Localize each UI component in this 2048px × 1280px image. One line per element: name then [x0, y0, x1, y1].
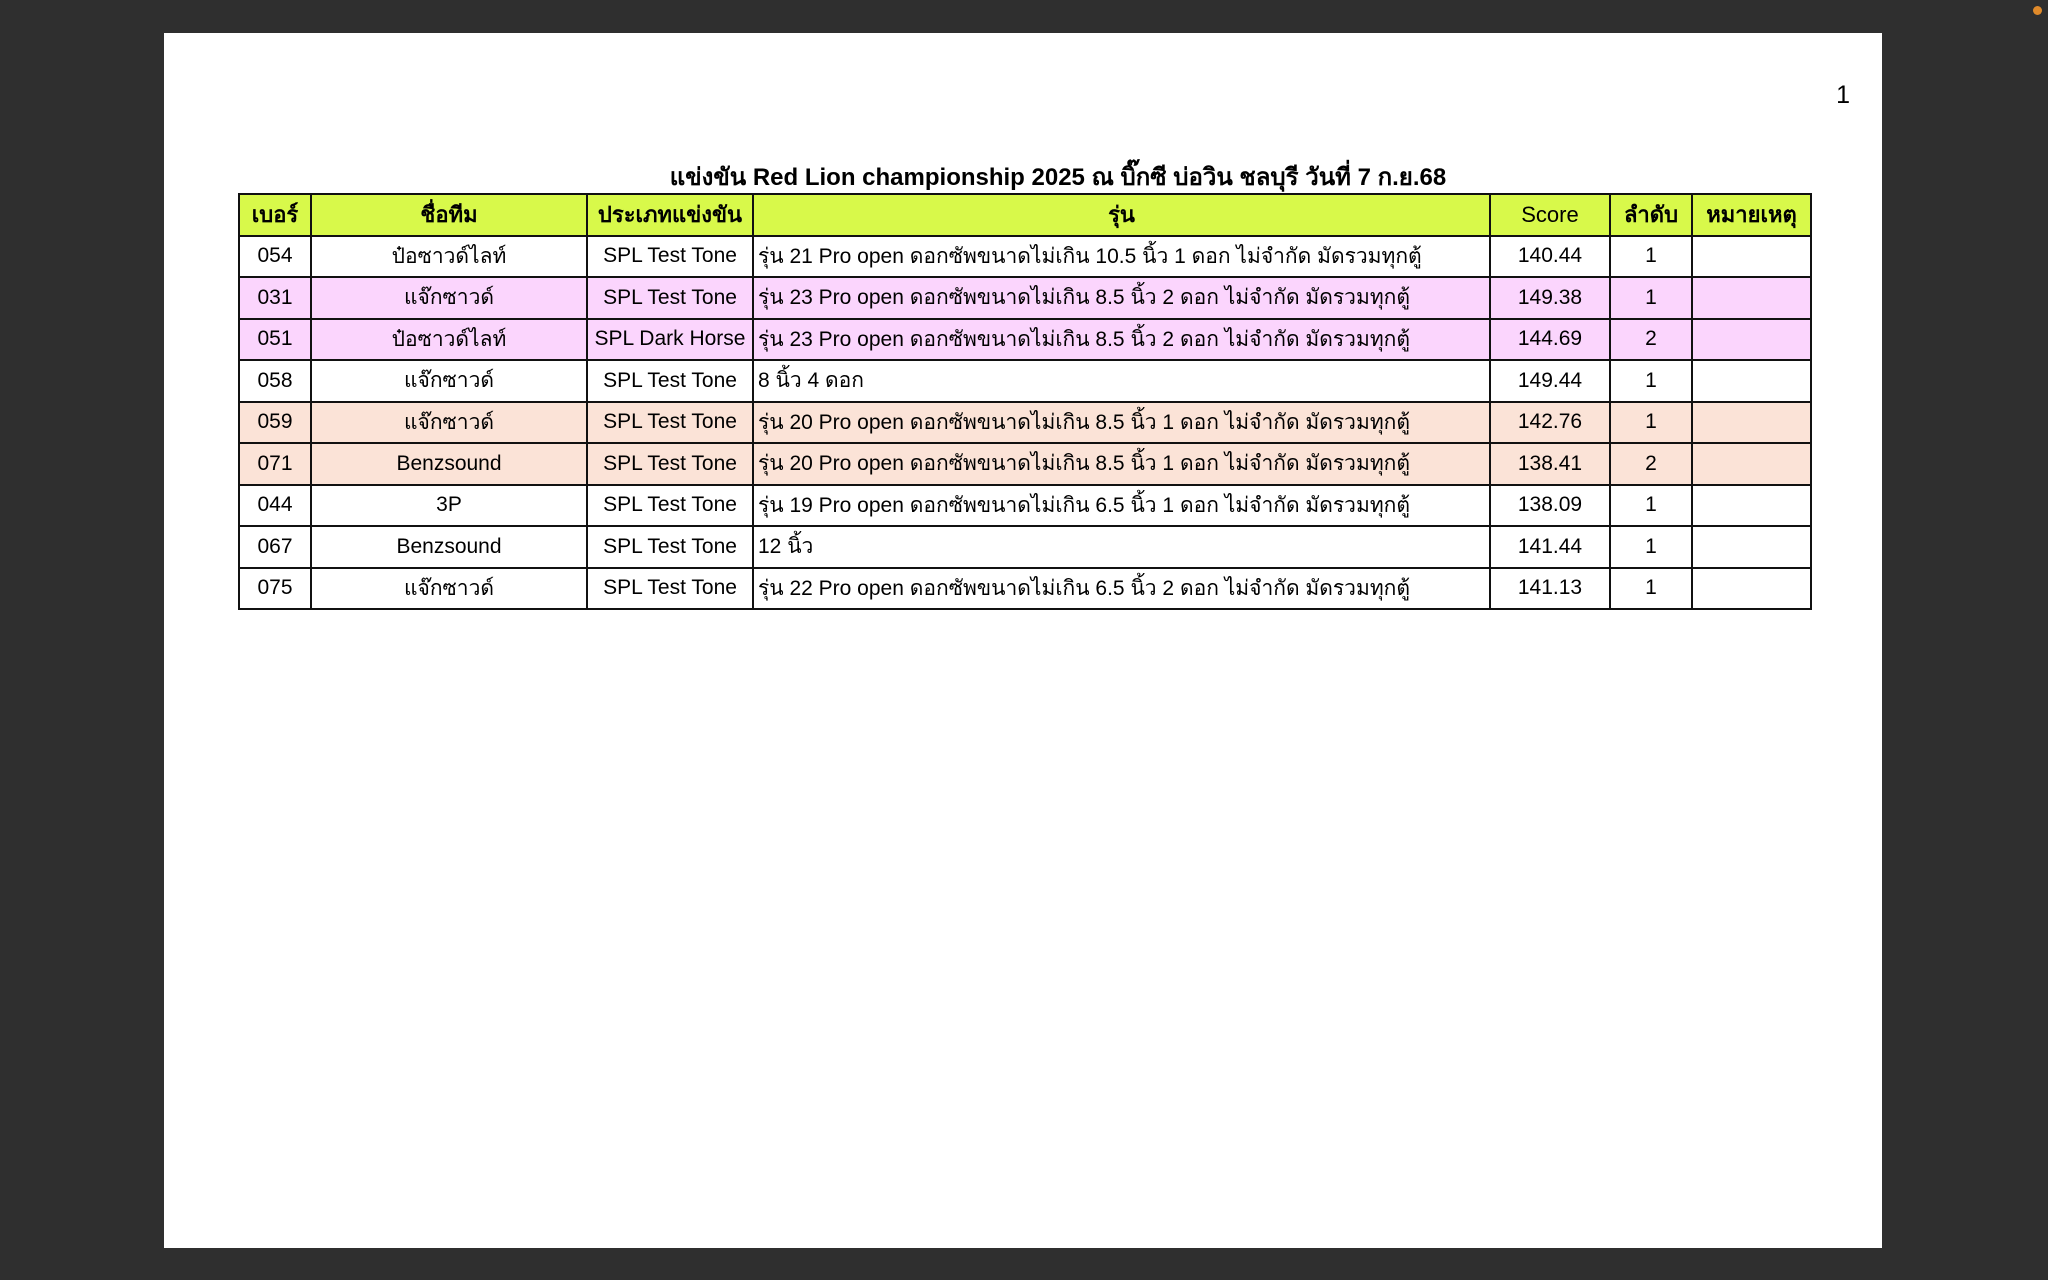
- cell-team: แจ๊กซาวด์: [311, 360, 587, 402]
- cell-score: 141.44: [1490, 526, 1610, 568]
- cell-score: 142.76: [1490, 402, 1610, 444]
- cell-team: ป๋อซาวด์ไลท์: [311, 319, 587, 361]
- cell-remark: [1692, 319, 1811, 361]
- cell-remark: [1692, 485, 1811, 527]
- table-row: [239, 568, 1811, 610]
- cell-number: 058: [239, 360, 311, 402]
- cell-score: 149.44: [1490, 360, 1610, 402]
- cell-type: SPL Dark Horse: [587, 319, 753, 361]
- header-number: เบอร์: [239, 194, 311, 236]
- cell-team: Benzsound: [311, 526, 587, 568]
- cell-number: 059: [239, 402, 311, 444]
- cell-remark: [1692, 402, 1811, 444]
- cell-number: 054: [239, 236, 311, 278]
- cell-class: รุ่น 23 Pro open ดอกซัพขนาดไม่เกิน 8.5 นิ้ว 2 ดอก ไม่จำกัด มัดรวมทุกตู้: [753, 277, 1490, 319]
- cell-class: รุ่น 20 Pro open ดอกซัพขนาดไม่เกิน 8.5 นิ้ว 1 ดอก ไม่จำกัด มัดรวมทุกตู้: [753, 443, 1490, 485]
- cell-type: SPL Test Tone: [587, 485, 753, 527]
- cell-type: SPL Test Tone: [587, 402, 753, 444]
- cell-team: Benzsound: [311, 443, 587, 485]
- header-team: ชื่อทีม: [311, 194, 587, 236]
- cell-rank: 1: [1610, 526, 1692, 568]
- cell-number: 044: [239, 485, 311, 527]
- cell-team: แจ๊กซาวด์: [311, 277, 587, 319]
- page-number: 1: [1836, 81, 1850, 109]
- cell-number: 031: [239, 277, 311, 319]
- cell-type: SPL Test Tone: [587, 277, 753, 319]
- cell-score: 138.41: [1490, 443, 1610, 485]
- cell-team: แจ๊กซาวด์: [311, 568, 587, 610]
- cell-type: SPL Test Tone: [587, 360, 753, 402]
- cell-rank: 1: [1610, 236, 1692, 278]
- cell-score: 141.13: [1490, 568, 1610, 610]
- cell-remark: [1692, 360, 1811, 402]
- cell-remark: [1692, 568, 1811, 610]
- cell-team: ป๋อซาวด์ไลท์: [311, 236, 587, 278]
- cell-score: 144.69: [1490, 319, 1610, 361]
- cell-type: SPL Test Tone: [587, 568, 753, 610]
- cell-class: รุ่น 20 Pro open ดอกซัพขนาดไม่เกิน 8.5 นิ้ว 1 ดอก ไม่จำกัด มัดรวมทุกตู้: [753, 402, 1490, 444]
- cell-class: รุ่น 19 Pro open ดอกซัพขนาดไม่เกิน 6.5 นิ้ว 1 ดอก ไม่จำกัด มัดรวมทุกตู้: [753, 485, 1490, 527]
- cell-type: SPL Test Tone: [587, 526, 753, 568]
- cell-number: 051: [239, 319, 311, 361]
- cell-class: รุ่น 23 Pro open ดอกซัพขนาดไม่เกิน 8.5 นิ้ว 2 ดอก ไม่จำกัด มัดรวมทุกตู้: [753, 319, 1490, 361]
- table-row: [239, 443, 1811, 485]
- cell-remark: [1692, 443, 1811, 485]
- table-row: [239, 402, 1811, 444]
- cell-rank: 2: [1610, 443, 1692, 485]
- cell-class: 8 นิ้ว 4 ดอก: [753, 360, 1490, 402]
- header-rank: ลำดับ: [1610, 194, 1692, 236]
- cell-class: รุ่น 22 Pro open ดอกซัพขนาดไม่เกิน 6.5 นิ้ว 2 ดอก ไม่จำกัด มัดรวมทุกตู้: [753, 568, 1490, 610]
- table-row: [239, 526, 1811, 568]
- table-row: [239, 277, 1811, 319]
- cell-rank: 1: [1610, 568, 1692, 610]
- cell-number: 067: [239, 526, 311, 568]
- header-remark: หมายเหตุ: [1692, 194, 1811, 236]
- cell-type: SPL Test Tone: [587, 443, 753, 485]
- cell-class: รุ่น 21 Pro open ดอกซัพขนาดไม่เกิน 10.5 นิ้ว 1 ดอก ไม่จำกัด มัดรวมทุกตู้: [753, 236, 1490, 278]
- cell-score: 149.38: [1490, 277, 1610, 319]
- table-row: [239, 319, 1811, 361]
- cell-rank: 1: [1610, 277, 1692, 319]
- header-score: Score: [1490, 194, 1610, 236]
- cell-score: 140.44: [1490, 236, 1610, 278]
- cell-number: 071: [239, 443, 311, 485]
- cell-rank: 1: [1610, 402, 1692, 444]
- cell-team: แจ๊กซาวด์: [311, 402, 587, 444]
- cell-rank: 1: [1610, 360, 1692, 402]
- results-table: [238, 193, 1812, 610]
- cell-rank: 2: [1610, 319, 1692, 361]
- cell-number: 075: [239, 568, 311, 610]
- header-class: รุ่น: [753, 194, 1490, 236]
- table-row: [239, 485, 1811, 527]
- cell-class: 12 นิ้ว: [753, 526, 1490, 568]
- table-row: [239, 236, 1811, 278]
- cell-remark: [1692, 277, 1811, 319]
- page-title: แข่งขัน Red Lion championship 2025 ณ บิ๊กซี บ่อวิน ชลบุรี วันที่ 7 ก.ย.68: [669, 164, 1447, 191]
- table-header-row: [239, 194, 1811, 236]
- cell-rank: 1: [1610, 485, 1692, 527]
- cell-remark: [1692, 236, 1811, 278]
- cell-remark: [1692, 526, 1811, 568]
- cell-type: SPL Test Tone: [587, 236, 753, 278]
- header-type: ประเภทแข่งขัน: [587, 194, 753, 236]
- table-row: [239, 360, 1811, 402]
- status-indicator-dot: [2033, 6, 2042, 15]
- cell-team: 3P: [311, 485, 587, 527]
- document-page: [164, 33, 1882, 1248]
- cell-score: 138.09: [1490, 485, 1610, 527]
